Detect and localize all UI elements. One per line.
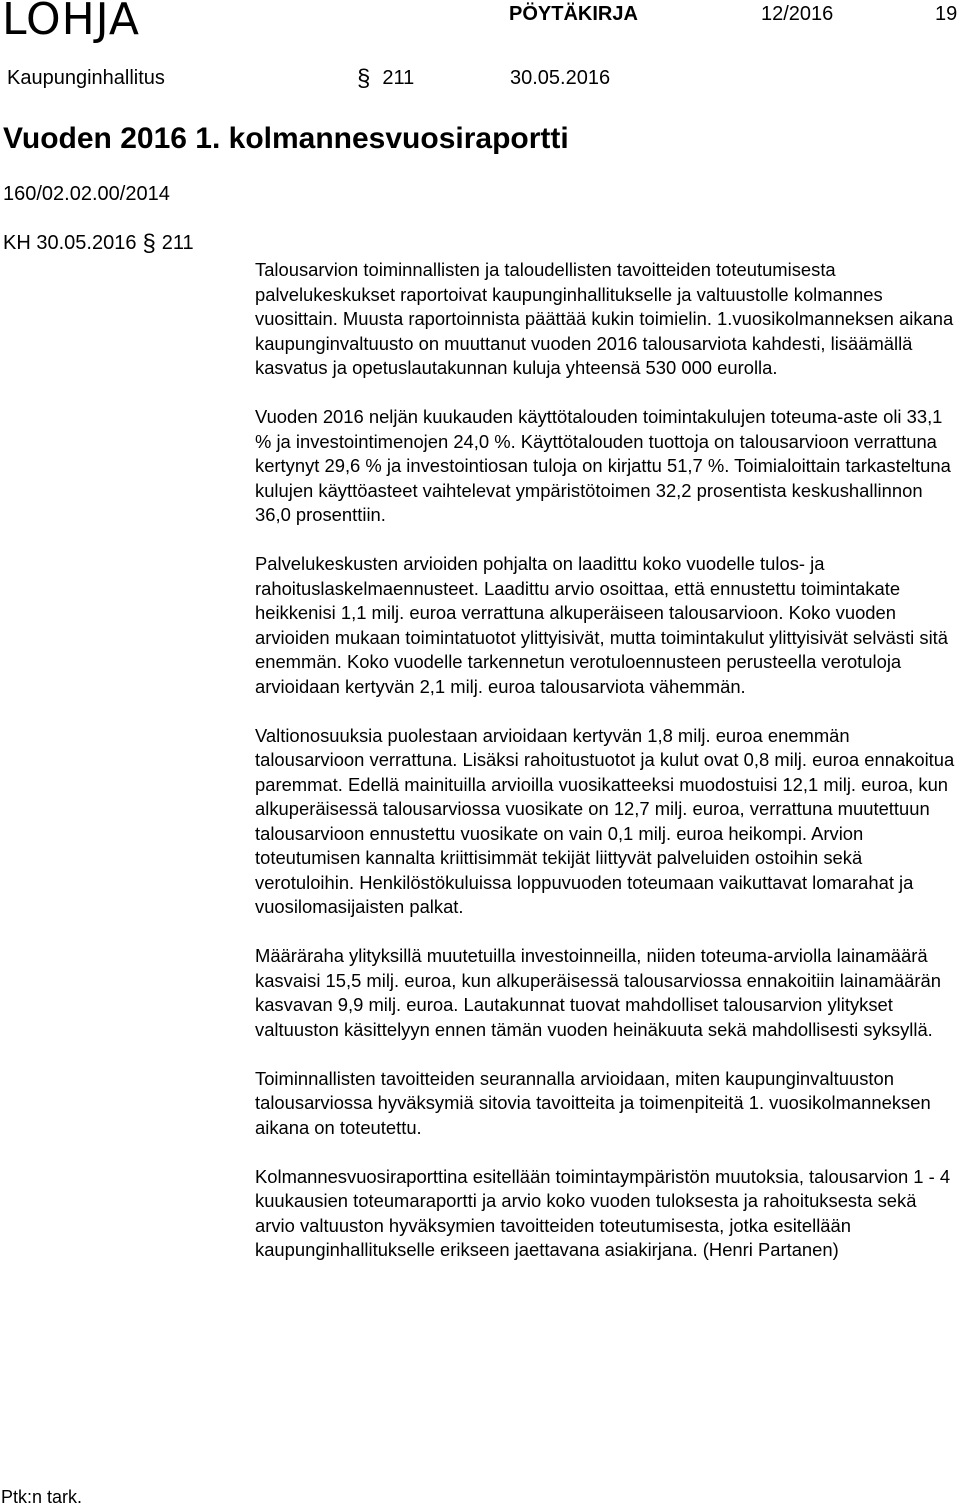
paragraph: Kolmannesvuosiraporttina esitellään toimintaympäristön muutoksia, talousarvion 1 - 4 kuukausien toteumaraportti ja arvio koko vuoden tuloksesta ja rahoituksesta sekä arvio valtuuston hyväksymien tavoitteiden toteutumisesta, jotka esitellään kaupunginhallitukselle erikseen jaettavana asiakirjana. (Henri Partanen)	[255, 1165, 951, 1260]
handling-reference	[3, 231, 194, 256]
body-name: Kaupunginhallitus	[7, 67, 165, 89]
paragraph: Palvelukeskusten arvioiden pohjalta on laadittu koko vuodelle tulos- ja rahoituslaskelmaennusteet. Laadittu arvio osoittaa, että ennustettu toimintakate heikkenisi 1,1 milj. euroa verrattuna alkuperäiseen talousarvioon. Koko vuoden arvioiden mukaan toimintatuotot ylittyisivät, mutta toimintakulut ylittyisivät selvästi sitä enemmän. Koko vuodelle tarkennetun verotuloennusteen perusteella verotuloja arvioidaan kertyvän 2,1 milj. euroa talousarviota vähemmän.	[255, 553, 948, 697]
page-number: 19	[935, 3, 958, 25]
handling-section-number: 211	[161, 232, 194, 254]
section-reference	[357, 66, 414, 91]
section-number: 211	[382, 67, 415, 89]
page-title: Vuoden 2016 1. kolmannesvuosiraportti	[3, 122, 569, 155]
paragraph: Vuoden 2016 neljän kuukauden käyttötalouden toimintakulujen toteuma-aste oli 33,1 % ja investointimenojen 24,0 %. Käyttötalouden tuottoja on talousarvioon verrattuna kertynyt 29,6 % ja investointiosan tuloja on kirjattu 51,7 %. Toimialoittain tarkasteltuna kulujen käyttöasteet vaihtelevat ympäristötoimen 32,2 prosentista keskushallinnon 36,0 prosenttiin.	[255, 406, 951, 525]
meeting-date: 30.05.2016	[510, 67, 611, 89]
section-sign: §	[357, 65, 371, 92]
paragraph: Määräraha ylityksillä muutetuilla investoinneilla, niiden toteuma-arviolla lainamäärä kasvaisi 15,5 milj. euroa, kun alkuperäisessä talousarviossa ennakoitiin lainamäärän kasvavan 9,9 milj. euroa. Lautakunnat tuovat mahdolliset talousarvion ylitykset valtuuston käsittelyyn ennen tämän vuoden heinäkuuta sekä mahdollisesti syksyllä.	[255, 945, 941, 1040]
paragraph: Talousarvion toiminnallisten ja taloudellisten tavoitteiden toteutumisesta palvelukeskukset raportoivat kaupunginhallitukselle ja valtuustolle kolmannes vuosittain. Muusta raportoinnista päättää kukin toimielin. 1.vuosikolmanneksen aikana kaupunginvaltuusto on muuttanut vuoden 2016 talousarviota kahdesti, lisäämällä kasvatus ja opetuslautakunnan kuluja yhteensä 530 000 eurolla.	[255, 259, 954, 378]
municipality-logo: LOHJA	[2, 0, 140, 45]
document-body	[255, 258, 955, 1287]
paragraph: Valtionosuuksia puolestaan arvioidaan kertyvän 1,8 milj. euroa enemmän talousarvioon verrattuna. Lisäksi rahoitustuotot ja kulut ovat 0,8 milj. euroa ennakoitua paremmat. Edellä mainituilla arvioilla vuosikatteeksi muodostuisi 12,1 milj. euroa, kun alkuperäisessä talousarviossa vuosikate on 12,7 milj. euroa, verrattuna muutettuun talousarvioon ennustettu vuosikate on vain 0,1 milj. euroa heikompi. Arvion toteutumisen kannalta kriittisimmät tekijät liittyvät palveluiden ostoihin sekä verotuloihin. Henkilöstökuluissa loppuvuoden toteumaan vaikuttavat lomarahat ja vuosilomasijaisten palkat.	[255, 724, 955, 917]
minutes-check-label: Ptk:n tark.	[1, 1487, 83, 1507]
paragraph: Toiminnallisten tavoitteiden seurannalla arvioidaan, miten kaupunginvaltuuston talousarviossa hyväksymiä sitovia tavoitteita ja toimenpiteitä 1. vuosikolmanneksen aikana on toteutettu.	[255, 1067, 931, 1138]
diary-number: 160/02.02.00/2014	[3, 183, 170, 205]
document-number: 12/2016	[761, 3, 834, 25]
handling-section-sign: §	[142, 230, 156, 257]
handling-label: KH 30.05.2016	[3, 232, 137, 254]
document-type: PÖYTÄKIRJA	[509, 3, 638, 25]
